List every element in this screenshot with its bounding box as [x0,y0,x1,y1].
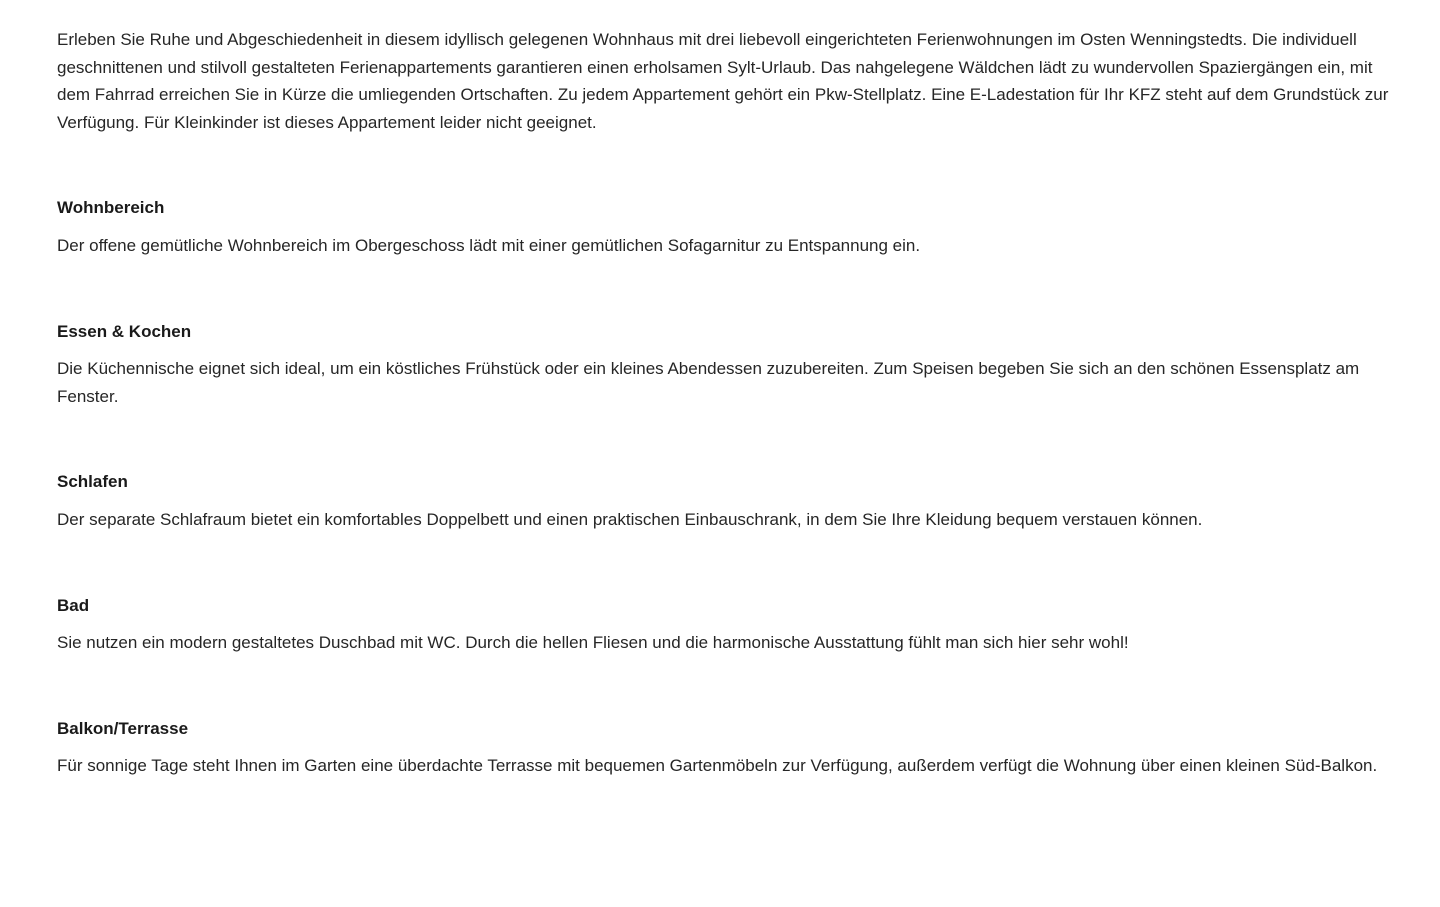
section-bad [57,592,1392,657]
section-wohnbereich [57,194,1392,259]
section-heading-essen-kochen: Essen & Kochen [57,321,192,341]
section-heading-balkon-terrasse: Balkon/Terrasse [57,718,189,738]
section-body-balkon-terrasse: Für sonnige Tage steht Ihnen im Garten eine überdachte Terrasse mit bequemen Gartenmöbeln zur Verfügung, außerdem verfügt die Wohnung über einen kleinen Süd-Balkon. [57,756,1378,776]
intro-paragraph: Erleben Sie Ruhe und Abgeschiedenheit in diesem idyllisch gelegenen Wohnhaus mit drei liebevoll eingerichteten Ferienwohnungen im Osten Wenningstedts. Die individuell geschnittenen und stilvoll gestalteten Ferienappartements garantieren einen erholsamen Sylt-Urlaub. Das nahgelegene Wäldchen lädt zu wundervollen Spaziergängen ein, mit dem Fahrrad erreichen Sie in Kürze die umliegenden Ortschaften. Zu jedem Appartement gehört ein Pkw-Stellplatz. Eine E-Ladestation für Ihr KFZ steht auf dem Grundstück zur Verfügung. Für Kleinkinder ist dieses Appartement leider nicht geeignet. [57,30,1389,132]
section-heading-schlafen: Schlafen [57,472,128,492]
section-body-wohnbereich: Der offene gemütliche Wohnbereich im Obergeschoss lädt mit einer gemütlichen Sofagarnitur zu Entspannung ein. [57,235,921,255]
section-body-bad: Sie nutzen ein modern gestaltetes Duschbad mit WC. Durch die hellen Fliesen und die harmonische Ausstattung fühlt man sich hier sehr wohl! [57,633,1129,653]
section-balkon-terrasse [57,715,1392,780]
section-heading-wohnbereich: Wohnbereich [57,198,165,218]
section-essen-kochen [57,318,1392,411]
section-heading-bad: Bad [57,595,90,615]
section-body-schlafen: Der separate Schlafraum bietet ein komfortables Doppelbett und einen praktischen Einbauschrank, in dem Sie Ihre Kleidung bequem verstauen können. [57,509,1203,529]
section-body-essen-kochen: Die Küchennische eignet sich ideal, um ein köstliches Frühstück oder ein kleines Abendessen zuzubereiten. Zum Speisen begeben Sie sich an den schönen Essensplatz am Fenster. [57,359,1360,406]
section-schlafen [57,468,1392,533]
